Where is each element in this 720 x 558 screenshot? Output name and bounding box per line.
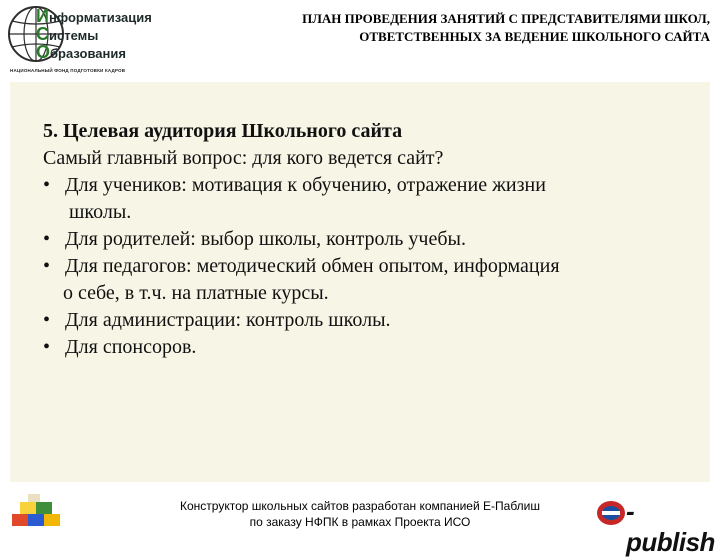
bullet-text: Для родителей: выбор школы, контроль учебы.: [65, 228, 466, 250]
logo-subtitle: НАЦИОНАЛЬНЫЙ ФОНД ПОДГОТОВКИ КАДРОВ: [10, 68, 126, 73]
logo-line-2: Системы: [36, 24, 99, 44]
bullet-marker: •: [43, 228, 51, 250]
logo-line-1: Информатизация: [36, 6, 152, 26]
bullet-marker: •: [43, 255, 51, 277]
list-item: [43, 253, 703, 307]
page-title-line-2: ОТВЕТСТВЕННЫХ ЗА ВЕДЕНИЕ ШКОЛЬНОГО САЙТА: [359, 29, 710, 44]
list-item: [43, 334, 703, 361]
footer-credit-line-2: по заказу НФПК в рамках Проекта ИСО: [249, 515, 471, 529]
slide-content: [10, 82, 710, 482]
header: [0, 0, 720, 80]
bullet-text-continued: школы.: [69, 201, 132, 223]
footer-credit-line-1: Конструктор школьных сайтов разработан компанией Е-Паблиш: [180, 499, 540, 513]
list-item: [43, 172, 703, 226]
bullet-text: Для спонсоров.: [65, 336, 197, 358]
brand-name: -publish: [626, 496, 715, 557]
slide-question: Самый главный вопрос: для кого ведется сайт?: [43, 147, 444, 169]
list-item: [43, 226, 703, 253]
slide-text: [43, 118, 703, 361]
footer: [0, 486, 720, 557]
slide-heading: 5. Целевая аудитория Школьного сайта: [43, 120, 403, 142]
list-item: [43, 307, 703, 334]
page-title-line-1: ПЛАН ПРОВЕДЕНИЯ ЗАНЯТИЙ С ПРЕДСТАВИТЕЛЯМИ ШКОЛ,: [302, 11, 710, 26]
iso-logo: [6, 4, 156, 74]
bullet-marker: •: [43, 309, 51, 331]
e-publish-logo: [596, 496, 715, 557]
bullet-marker: •: [43, 336, 51, 358]
bullet-marker: •: [43, 174, 51, 196]
logo-wordmark: [36, 8, 152, 62]
footer-credit: [110, 498, 610, 530]
blocks-icon: [10, 494, 62, 528]
bullet-list: [43, 172, 703, 361]
bullet-text: Для администрации: контроль школы.: [65, 309, 391, 331]
e-publish-mark-icon: [596, 500, 626, 526]
logo-line-3: Образования: [36, 42, 126, 62]
page-title: [170, 10, 710, 46]
bullet-text: Для педагогов: методический обмен опытом, информация: [65, 255, 560, 277]
bullet-text-continued: о себе, в т.ч. на платные курсы.: [63, 282, 329, 304]
bullet-text: Для учеников: мотивация к обучению, отражение жизни: [65, 174, 546, 196]
